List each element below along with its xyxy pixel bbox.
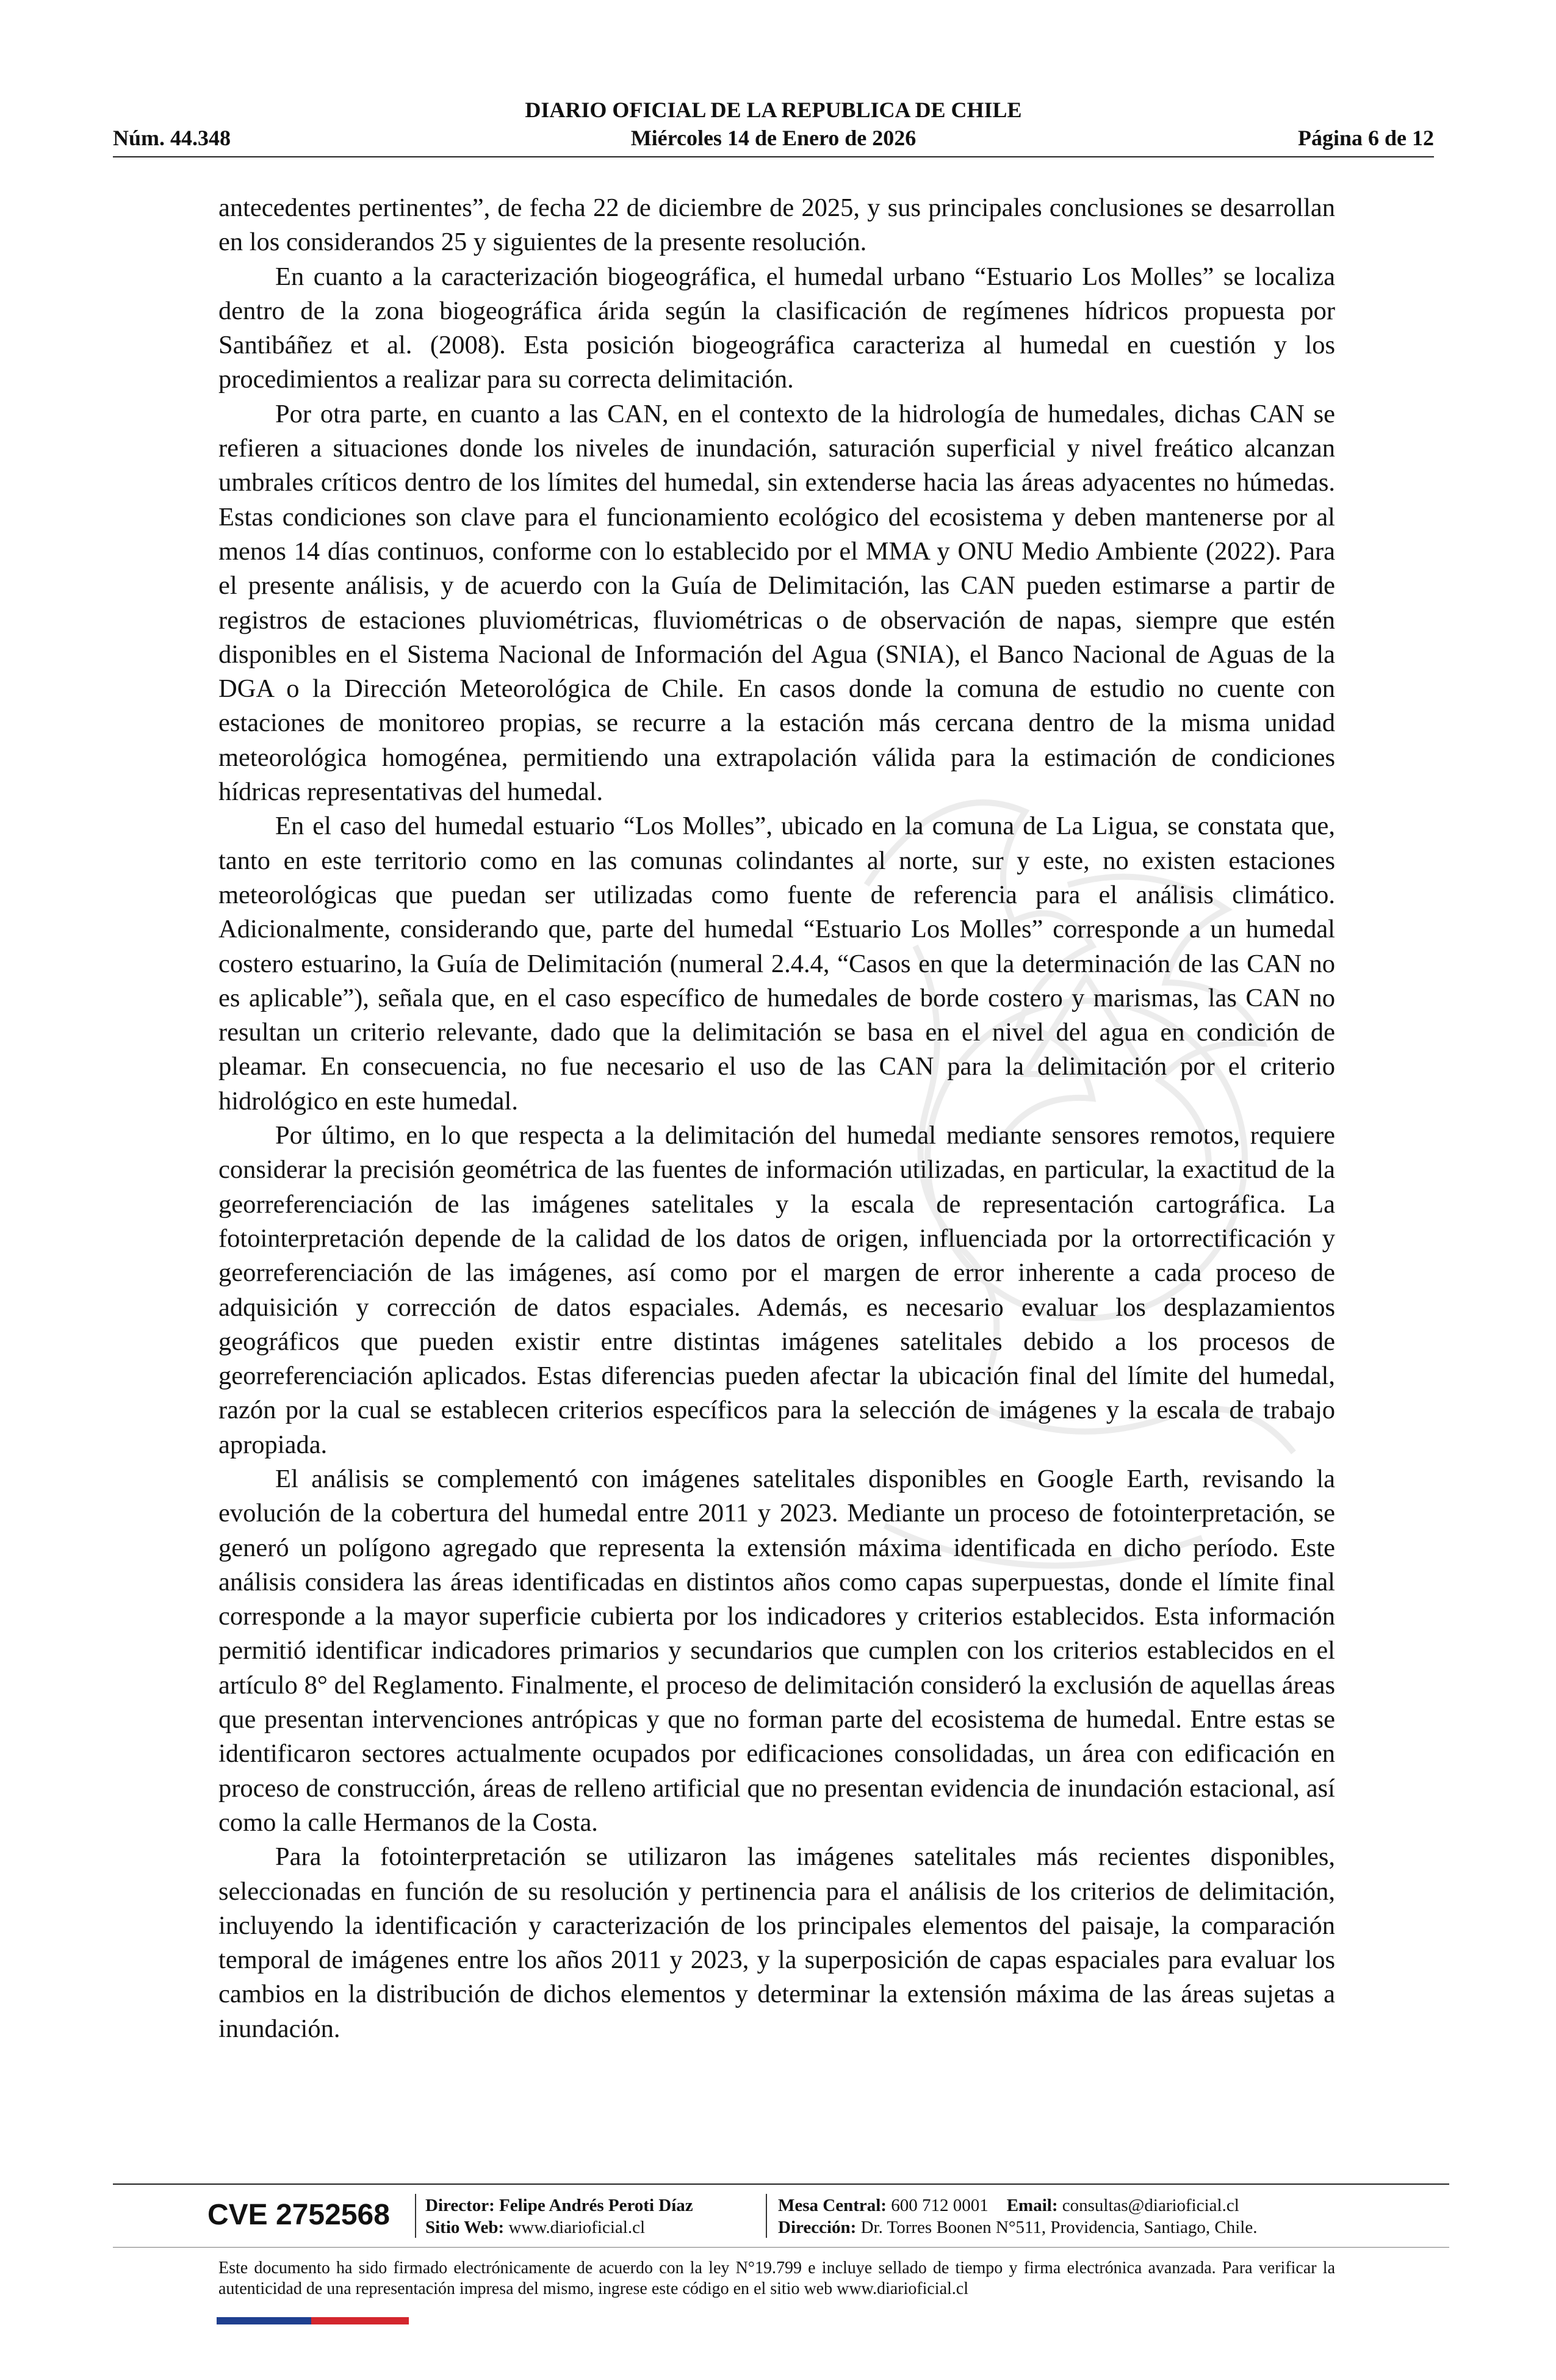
email-label: Email:: [1006, 2196, 1058, 2215]
flag-stripe-red: [311, 2317, 409, 2324]
footer-director-block: [425, 2194, 693, 2238]
address-label: Dirección:: [778, 2218, 857, 2237]
email-link[interactable]: consultas@diarioficial.cl: [1062, 2196, 1239, 2215]
issue-number: Núm. 44.348: [113, 126, 231, 150]
paragraph: antecedentes pertinentes”, de fecha 22 de diciembre de 2025, y sus principales conclusiones se desarrollan en los considerandos 25 y siguientes de la presente resolución.: [218, 193, 1335, 257]
cve-code: CVE 2752568: [207, 2199, 390, 2231]
web-label: Sitio Web:: [425, 2218, 505, 2237]
header-divider: [113, 156, 1434, 157]
paragraph: El análisis se complementó con imágenes satelitales disponibles en Google Earth, revisando la evolución de la cobertura del humedal entre 2011 y 2023. Mediante un proceso de fotointerpretación, se generó un polígono agregado que representa la extensión máxima identificada en dicho período. Este análisis considera las áreas identificadas en distintos años como capas superpuestas, donde el límite final corresponde a la mayor superficie cubierta por los indicadores y criterios establecidos. Esta información permitió identificar indicadores primarios y secundarios que cumplen con los criterios establecidos en el artículo 8° del Reglamento. Finalmente, el proceso de delimitación consideró la exclusión de aquellas áreas que presentan intervenciones antrópicas y que no forman parte del ecosistema de humedal. Entre estas se identificaron sectores actualmente ocupados por edificaciones consolidadas, un área con edificación en proceso de construcción, áreas de relleno artificial que no presentan evidencia de inundación estacional, así como la calle Hermanos de la Costa.: [218, 1464, 1335, 1837]
paragraph: En el caso del humedal estuario “Los Molles”, ubicado en la comuna de La Ligua, se constata que, tanto en este territorio como en las comunas colindantes al norte, sur y este, no existen estaciones meteorológicas que puedan ser utilizadas como fuente de referencia para el análisis climático. Adicionalmente, considerando que, parte del humedal “Estuario Los Molles” corresponde a un humedal costero estuarino, la Guía de Delimitación (numeral 2.4.4, “Casos en que la determinación de las CAN no es aplicable”), señala que, en el caso específico de humedales de borde costero y marismas, las CAN no resultan un criterio relevante, dado que la delimitación se basa en el nivel del agua en condición de pleamar. En consecuencia, no fue necesario el uso de las CAN para la delimitación por el criterio hidrológico en este humedal.: [218, 812, 1335, 1116]
page-indicator: Página 6 de 12: [1297, 126, 1434, 150]
page-header: [113, 92, 1434, 159]
footer-divider: [113, 2183, 1449, 2185]
phone-value: 600 712 0001: [891, 2196, 989, 2215]
footer-contact-block: [778, 2194, 1257, 2238]
issue-date: Miércoles 14 de Enero de 2026: [630, 126, 917, 150]
director-name: Felipe Andrés Peroti Díaz: [499, 2196, 693, 2215]
document-body: [218, 191, 1335, 2046]
footer-divider: [113, 2247, 1449, 2248]
phone-label: Mesa Central:: [778, 2196, 887, 2215]
legal-notice: Este documento ha sido firmado electrónicamente de acuerdo con la ley N°19.799 e incluye sellado de tiempo y firma electrónica avanzada. Para verificar la autenticidad de una representación impresa del mismo, ingrese este código en el sitio web www.diarioficial.cl: [218, 2259, 1335, 2298]
flag-stripe-blue: [217, 2317, 311, 2324]
newspaper-title: DIARIO OFICIAL DE LA REPUBLICA DE CHILE: [525, 98, 1022, 122]
paragraph: Por último, en lo que respecta a la delimitación del humedal mediante sensores remotos, requiere considerar la precisión geométrica de las fuentes de información utilizadas, en particular, la exactitud de la georreferenciación de las imágenes satelitales y la escala de representación cartográfica. La fotointerpretación depende de la calidad de los datos de origen, influenciada por la ortorrectificación y georreferenciación de las imágenes, así como por el margen de error inherente a cada proceso de adquisición y corrección de datos espaciales. Además, es necesario evaluar los desplazamientos geográficos que pueden existir entre distintas imágenes satelitales debido a los procesos de georreferenciación aplicados. Estas diferencias pueden afectar la ubicación final del límite del humedal, razón por la cual se establecen criterios específicos para la selección de imágenes y la escala de trabajo apropiada.: [218, 1121, 1335, 1459]
paragraph: En cuanto a la caracterización biogeográfica, el humedal urbano “Estuario Los Molles” se localiza dentro de la zona biogeográfica árida según la clasificación de regímenes hídricos propuesta por Santibáñez et al. (2008). Esta posición biogeográfica caracteriza al humedal en cuestión y los procedimientos a realizar para su correcta delimitación.: [218, 262, 1335, 394]
director-label: Director:: [425, 2196, 495, 2215]
footer-separator: [415, 2194, 416, 2238]
footer-separator: [766, 2194, 767, 2238]
paragraph: Para la fotointerpretación se utilizaron las imágenes satelitales más recientes disponibles, seleccionadas en función de su resolución y pertinencia para el análisis de los criterios de delimitación, incluyendo la identificación y caracterización de los principales elementos del paisaje, la comparación temporal de imágenes entre los años 2011 y 2023, y la superposición de capas espaciales para evaluar los cambios en la distribución de dichos elementos y determinar la extensión máxima de las áreas sujetas a inundación.: [218, 1842, 1335, 2043]
web-link[interactable]: www.diarioficial.cl: [508, 2218, 646, 2237]
paragraph: Por otra parte, en cuanto a las CAN, en el contexto de la hidrología de humedales, dichas CAN se refieren a situaciones donde los niveles de inundación, saturación superficial y nivel freático alcanzan umbrales críticos dentro de los límites del humedal, sin extenderse hacia las áreas adyacentes no húmedas. Estas condiciones son clave para el funcionamiento ecológico del ecosistema y deben mantenerse por al menos 14 días continuos, conforme con lo establecido por el MMA y ONU Medio Ambiente (2022). Para el presente análisis, y de acuerdo con la Guía de Delimitación, las CAN pueden estimarse a partir de registros de estaciones pluviométricas, fluviométricas o de observación de napas, siempre que estén disponibles en el Sistema Nacional de Información del Agua (SNIA), el Banco Nacional de Aguas de la DGA o la Dirección Meteorológica de Chile. En casos donde la comuna de estudio no cuente con estaciones de monitoreo propias, se recurre a la estación más cercana dentro de la misma unidad meteorológica homogénea, permitiendo una extrapolación válida para la estimación de condiciones hídricas representativas del humedal.: [218, 399, 1335, 807]
address-value: Dr. Torres Boonen N°511, Providencia, Santiago, Chile.: [860, 2218, 1258, 2237]
